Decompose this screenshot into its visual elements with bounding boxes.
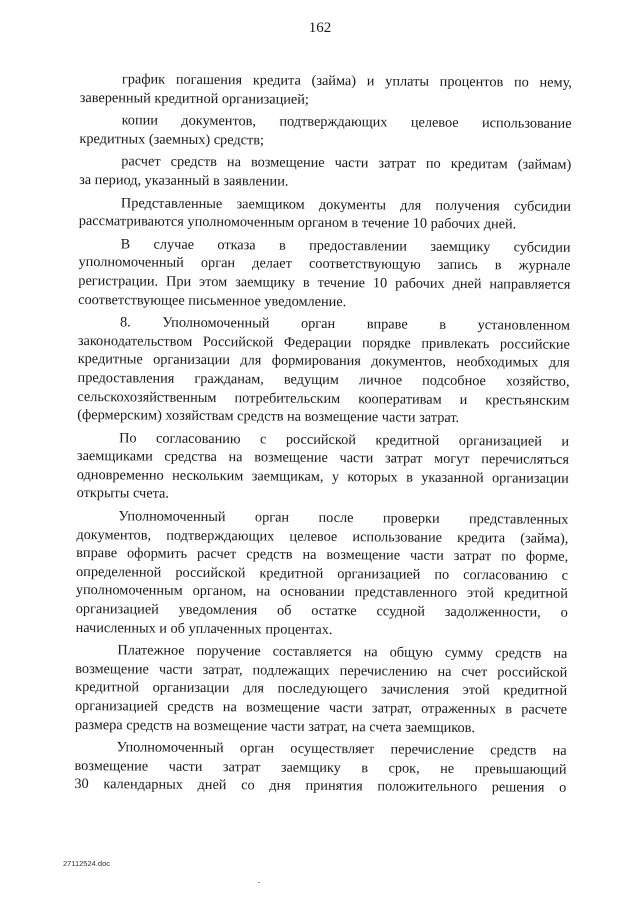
paragraph [77, 429, 570, 507]
text-line: возмещение части затрат, подлежащих перечислению на счет российской [75, 660, 568, 681]
text-line: регистрации. При этом заемщику в течение 10 рабочих дней направляется [78, 272, 571, 293]
text-line: предоставления гражданам, ведущим личное подсобное хозяйство, [77, 369, 570, 390]
paragraph [79, 194, 571, 235]
text-line: копии документов, подтверждающих целевое использование [121, 112, 572, 133]
text-line: начисленных и об уплаченных процентах. [75, 619, 333, 638]
text-line: Уполномоченный орган после проверки представленных [118, 508, 569, 528]
text-line: Уполномоченный орган осуществляет перечисление средств на [116, 739, 567, 760]
text-line: вправе оформить расчет средств на возмещение части затрат по форме, [76, 545, 569, 566]
text-line: законодательством Российской Федерации порядке привлекать российские [77, 332, 570, 353]
text-line: Платежное поручение составляется на общую сумму средств на [117, 642, 568, 663]
text-line: рассматриваются уполномоченным органом в течение 10 рабочих дней. [78, 213, 517, 233]
text-line: уполномоченным органом, на основании представленного этой кредитной [75, 582, 568, 603]
text-line: документов, подтверждающих целевое использование кредита (займа), [76, 526, 569, 547]
paragraph [75, 641, 568, 738]
text-line: 8. Уполномоченный орган вправе в установленном [119, 314, 571, 334]
text-line: организацией уведомления об остатке ссудной задолженности, о [75, 601, 568, 621]
text-line: 30 календарных дней со дня принятия положительного решения о [74, 776, 567, 797]
text-line: В случае отказа в предоставлении заемщику субсидии [120, 236, 571, 256]
page-number: 162 [308, 20, 332, 36]
text-line: (фермерским) хозяйствам средств на возмещение части затрат. [77, 407, 460, 427]
paragraph [77, 313, 570, 428]
text-line: открыты счета. [76, 485, 170, 503]
text-line: определенной российской кредитной организацией по согласованию с [75, 563, 569, 584]
paragraph [76, 507, 569, 641]
text-line: заемщиками средства на возмещение части затрат могут перечисляться [76, 448, 570, 469]
text-line: Представленные заемщиком документы для получения субсидии [120, 194, 572, 215]
paragraph [80, 70, 572, 111]
text-line: за период, указанный в заявлении. [79, 171, 289, 190]
scan-speck [258, 882, 260, 883]
paragraph [79, 152, 571, 193]
text-line: расчет средств на возмещение части затрат по кредитам (займам) [121, 153, 572, 174]
paragraph [78, 235, 571, 313]
text-line: график погашения кредита (займа) и уплаты процентов по нему, [121, 71, 572, 91]
text-line: организацией средств на возмещение части затрат, отраженных в расчете [74, 697, 568, 718]
text-line: возмещение части затрат заемщику в срок, не превышающий [74, 757, 567, 778]
text-line: одновременно нескольким заемщикам, у которых в указанной организации [76, 466, 569, 487]
text-line: сельскохозяйственным потребительским кооперативам и крестьянским [77, 388, 570, 409]
text-line: заверенный кредитной организацией; [79, 89, 309, 108]
text-line: кредитной организации для последующего зачисления этой кредитной [75, 679, 568, 700]
text-line: кредитных (заемных) средств; [79, 130, 265, 149]
text-line: уполномоченный орган делает соответствующую запись в журнале [78, 254, 571, 275]
text-line: кредитные организации для формирования документов, необходимых для [77, 351, 570, 372]
document-body [74, 70, 572, 802]
text-line: размера средств на возмещение части затрат, на счета заемщиков. [74, 716, 476, 736]
text-line: По согласованию с российской кредитной организацией и [119, 430, 570, 450]
document-file-code: 27112524.doc [63, 859, 110, 868]
paragraph [79, 111, 571, 152]
text-line: соответствующее письменное уведомление. [78, 291, 347, 310]
paragraph [74, 738, 566, 798]
